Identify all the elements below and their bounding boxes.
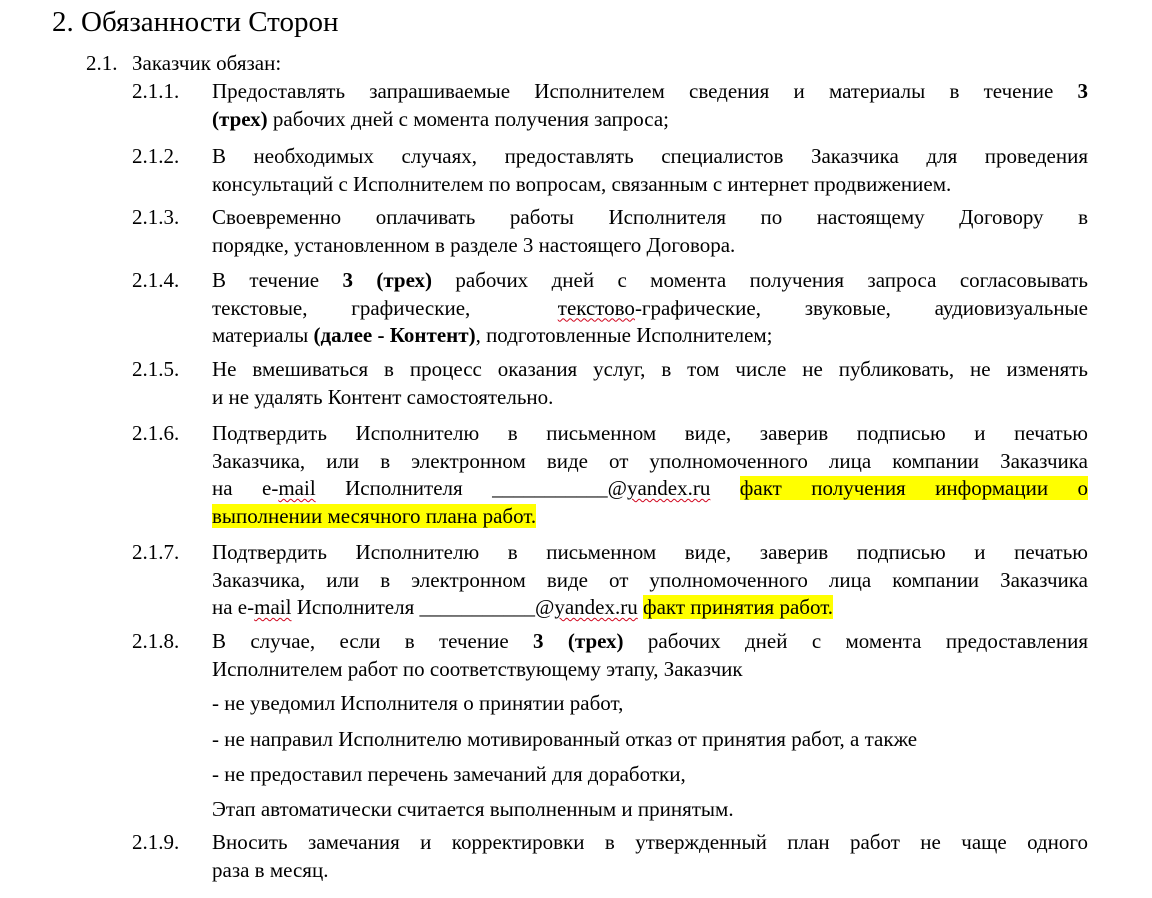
clause-2-1-8 [132,628,1088,683]
clause-2-1-7 [132,539,1088,622]
clause-text [212,539,1088,622]
text-run: В течение [212,268,320,292]
text-line: консультаций с Исполнителем по вопросам, связанным с интернет продвижением. [212,171,952,196]
spellcheck-word: mail [254,595,292,619]
text-run: Исполнителя ___________@ [296,595,555,619]
text-line [212,106,1088,134]
clause-2-1-9 [132,829,1088,884]
bold-run: 3 (трех) [342,268,433,292]
text-line [212,267,1088,295]
text-run: текстовые, графические, [212,295,471,320]
clause-text [212,829,1088,884]
text-line [212,295,1088,323]
clause-number: 2.1.5. [132,357,180,381]
clause-2-1-3 [132,204,1088,259]
clause-text [212,143,1088,198]
spellcheck-word: yandex.ru [626,476,711,500]
dash-item: - не предоставил перечень замечаний для доработки, [212,762,686,786]
text-line [212,503,1088,531]
clause-2-1-6 [132,420,1088,530]
highlighted-text: выполнении месячного плана работ. [212,503,537,528]
conclusion-line: Этап автоматически считается выполненным и принятым. [212,797,734,821]
clause-number: 2.1.6. [132,421,180,445]
clause-number: 2.1.8. [132,629,180,653]
text-line: Заказчика, или в электронном виде от уполномоченного лица компании Заказчика [212,448,1088,473]
text-line [212,475,1088,503]
text-run: на e- [212,595,255,619]
section-title: Обязанности Сторон [81,6,339,38]
section-number: 2. [52,6,74,38]
subsection-number: 2.1. [86,51,118,75]
text-run: рабочих дней с момента получения запроса; [272,106,669,131]
text-run: на e- [212,476,279,500]
text-run: материалы [212,323,309,347]
text-run: рабочих дней с момента предоставления [647,629,1089,653]
spellcheck-word: текстово [557,295,635,320]
subsection-heading [86,49,281,77]
bold-run: (трех) [212,106,268,131]
text-line: и не удалять Контент самостоятельно. [212,384,554,409]
bold-run: 3 (трех) [533,629,624,653]
text-line: Подтвердить Исполнителю в письменном виде, заверив подписью и печатью [212,421,1088,445]
bold-run: 3 [1077,79,1089,103]
text-run: -графические, звуковые, аудиовизуальные [634,295,1088,320]
text-line: Своевременно оплачивать работы Исполнителя по настоящему Договору в [212,205,1088,229]
text-line [212,78,1088,106]
clause-text [212,78,1088,133]
clause-number: 2.1.3. [132,205,180,229]
text-line [212,594,1088,622]
text-line [212,628,1088,656]
text-line: порядке, установленном в разделе 3 настоящего Договора. [212,232,736,257]
text-line: В необходимых случаях, предоставлять специалистов Заказчика для проведения [212,144,1088,168]
clause-text [212,267,1088,350]
text-line: Заказчика, или в электронном виде от уполномоченного лица компании Заказчика [212,567,1088,592]
clause-text [212,628,1088,683]
text-line: раза в месяц. [212,857,329,882]
clause-2-1-5 [132,356,1088,411]
spellcheck-word: yandex.ru [554,595,638,619]
dash-item: - не направил Исполнителю мотивированный отказ от принятия работ, а также [212,727,918,751]
clause-2-1-1 [132,78,1088,133]
clause-number: 2.1.2. [132,144,180,168]
text-line: Вносить замечания и корректировки в утвержденный план работ не чаще одного [212,830,1088,854]
clause-2-1-4 [132,267,1088,350]
subsection-title: Заказчик обязан: [132,51,282,75]
text-run: , подготовленные Исполнителем; [475,323,773,347]
clause-number: 2.1.1. [132,79,180,103]
text-line: Подтвердить Исполнителю в письменном виде, заверив подписью и печатью [212,540,1088,564]
bold-run: (далее - Контент) [313,323,476,347]
dash-item: - не уведомил Исполнителя о принятии работ, [212,691,624,715]
text-run: Исполнителя ___________@ [345,476,627,500]
clause-2-1-2 [132,143,1088,198]
clause-text [212,356,1088,411]
highlighted-text: факт получения информации о [739,476,1089,500]
clause-number: 2.1.7. [132,540,180,564]
text-run: В случае, если в течение [212,629,509,653]
clause-text [212,204,1088,259]
clause-number: 2.1.9. [132,830,180,854]
text-run: рабочих дней с момента получения запроса согласовывать [455,268,1089,292]
clause-text [212,420,1088,530]
clause-number: 2.1.4. [132,268,180,292]
text-run: Предоставлять запрашиваемые Исполнителем сведения и материалы в течение [212,79,1054,103]
section-heading [52,4,339,40]
text-line: Исполнителем работ по соответствующему этапу, Заказчик [212,656,743,681]
text-line: Не вмешиваться в процесс оказания услуг, в том числе не публиковать, не изменять [212,357,1088,381]
spellcheck-word: mail [278,476,316,500]
highlighted-text: факт принятия работ. [642,595,834,619]
text-line [212,322,1088,350]
